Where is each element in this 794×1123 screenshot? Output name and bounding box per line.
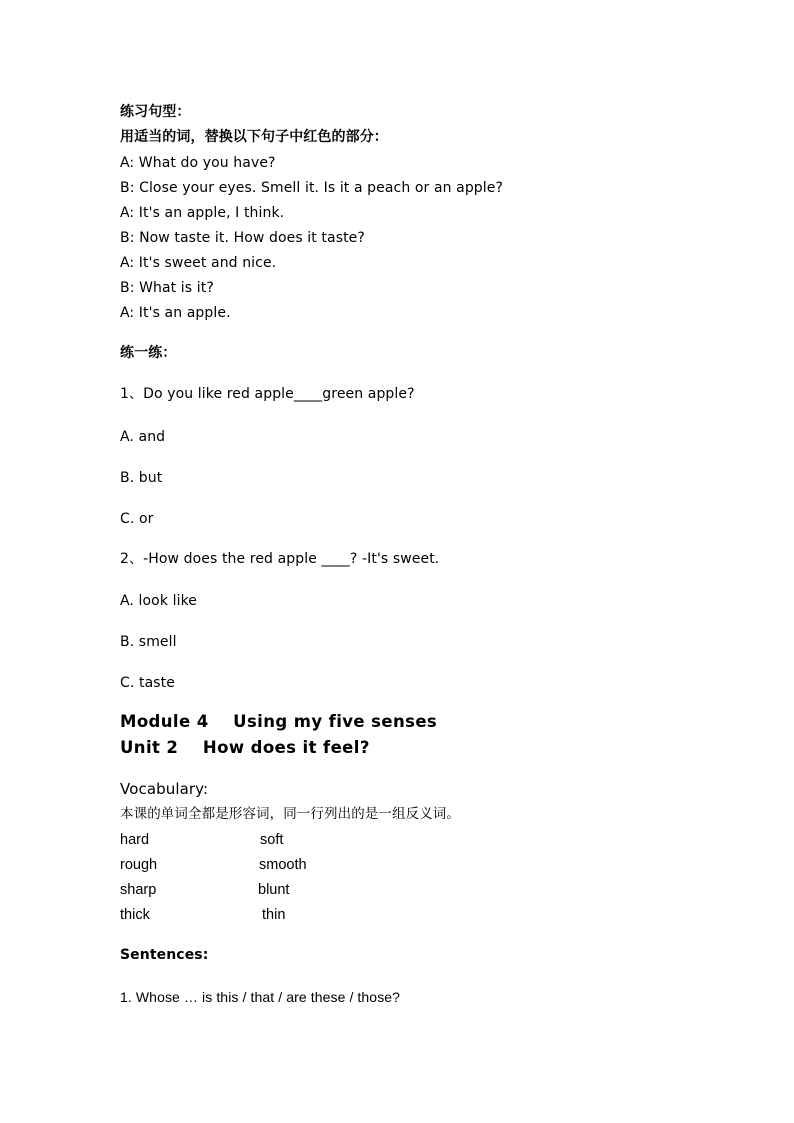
vocabulary-label: Vocabulary: (120, 780, 209, 798)
vocabulary-antonym: soft (260, 832, 284, 848)
vocabulary-word: rough (120, 857, 158, 873)
unit-title: Unit 2 How does it feel? (120, 738, 370, 757)
vocabulary-pair (120, 906, 286, 924)
question-1-option-b: B. but (120, 470, 163, 486)
question-2-option-c: C. taste (120, 675, 175, 691)
question-1: 1、Do you like red apple____green apple? (120, 386, 415, 402)
dialogue-line: B: What is it? (120, 280, 214, 296)
sentences-label: Sentences: (120, 947, 209, 963)
exercise-title: 练一练： (120, 345, 177, 361)
vocabulary-pair (120, 856, 307, 874)
vocabulary-antonym: thin (262, 907, 286, 923)
dialogue-line: A: It's sweet and nice. (120, 255, 277, 271)
question-1-option-c: C. or (120, 511, 154, 527)
practice-title: 练习句型： (120, 104, 191, 120)
dialogue-line: B: Now taste it. How does it taste? (120, 230, 365, 246)
question-2: 2、-How does the red apple ____? -It's sweet. (120, 551, 440, 567)
vocabulary-antonym: blunt (258, 882, 290, 898)
sentence-item: 1. Whose … is this / that / are these / those? (120, 989, 401, 1005)
dialogue-line: A: It's an apple, I think. (120, 205, 285, 221)
dialogue-line: A: It's an apple. (120, 305, 231, 321)
vocabulary-note: 本课的单词全都是形容词，同一行列出的是一组反义词。 (120, 806, 460, 821)
vocabulary-word: hard (120, 832, 150, 848)
vocabulary-antonym: smooth (259, 857, 307, 873)
question-1-option-a: A. and (120, 429, 166, 445)
vocabulary-word: thick (120, 907, 150, 923)
question-2-option-a: A. look like (120, 593, 198, 609)
dialogue-line: B: Close your eyes. Smell it. Is it a peach or an apple? (120, 180, 504, 196)
vocabulary-pair (120, 881, 290, 899)
dialogue-line: A: What do you have? (120, 155, 276, 171)
module-title: Module 4 Using my five senses (120, 712, 438, 731)
question-2-option-b: B. smell (120, 634, 177, 650)
vocabulary-pair (120, 831, 284, 849)
vocabulary-word: sharp (120, 882, 157, 898)
practice-instruction: 用适当的词，替换以下句子中红色的部分： (120, 129, 388, 145)
